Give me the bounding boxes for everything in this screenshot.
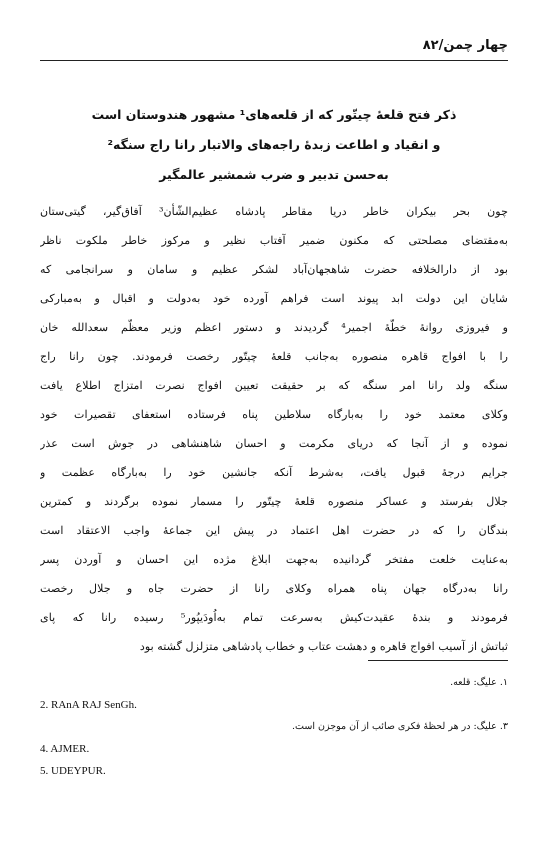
body-line: رانا به‌درگاه جهان پناه همراه وکلای رانا از حضرت جاه و جلال رخصت: [40, 582, 508, 595]
running-header: چهار چمن/۸۲: [422, 38, 508, 53]
body-line: فرمودند و بندهٔ عقیدت‌کیش به‌سرعت تمام به‌اُودَیپُور⁵ رسیده رانا که پای: [40, 611, 508, 624]
chapter-title-line-3: به‌حسن تدبیر و ضرب شمشیر عالمگیر: [159, 167, 389, 182]
body-line: و فیروزی روانهٔ خطّهٔ اجمیر⁴ گردیدند و دستور اعظم وزیر معظّم سعدالله خان: [40, 321, 508, 334]
footnote-1: ١. علیگ: قلعه.: [450, 677, 508, 688]
body-line: جرایم درجهٔ قبول یافت، به‌شرط آنکه جانشین خود را به‌بارگاه عظمت و: [40, 466, 508, 479]
chapter-title: [40, 100, 508, 190]
body-line: بود از دارالخلافه حضرت شاهجهان‌آباد لشکر عظیم و سامان و سرانجامی که: [40, 263, 508, 276]
body-line: به‌مقتضای مصلحتی که مکنون ضمیر آفتاب نظیر و مرکوز خاطر ملکوت ناظر: [40, 234, 508, 247]
footnote-3: ٣. علیگ: در هر لحظهٔ فکری صائب از آن موجزن است.: [292, 721, 508, 732]
chapter-title-line-1: ذکر فتح قلعهٔ چیتّور که از قلعه‌های¹ مشهور هندوستان است: [91, 107, 457, 122]
footnote-divider: [368, 660, 508, 661]
body-paragraph: [40, 197, 508, 661]
body-line: بندگان را که در حضرت اهل اعتماد در پیش این جماعهٔ واجب الاعتقاد است: [40, 524, 508, 537]
body-line: وکلای معتمد خود را به‌بارگاه سلاطین پناه فرستاده استعفای تقصیرات خود: [40, 408, 508, 421]
body-line: جلال بفرستد و عساکر منصوره قلعهٔ چیتّور را مسمار نموده برگردند و کمترین: [40, 495, 508, 508]
footnote-2: 2. RAnA RAJ SenGh.: [40, 699, 137, 711]
body-line: را با افواج قاهره منصوره به‌جانب قلعهٔ چیتّور رخصت فرمودند. چون رانا راج: [40, 350, 508, 363]
footnotes: [40, 672, 508, 782]
body-line: چون بحر بیکران خاطر دریا مقاطر پادشاه عظیم‌الشّأن³ آفاق‌گیر، گیتی‌ستان: [40, 205, 508, 218]
body-line: شایان این دولت ابد پیوند است فراهم آورده خود به‌دولت و اقبال و به‌مبارکی: [40, 292, 508, 305]
footnote-4: 4. AJMER.: [40, 743, 90, 755]
body-line: نموده و از آنجا که دریای مکرمت و احسان شاهنشاهی در جوش است عذر: [40, 437, 508, 450]
body-line: سنگه ولد رانا امر سنگه که بر حقیقت تعیین افواج نصرت امتزاج اطلاع یافت: [40, 379, 508, 392]
body-line: ثباتش از آسیب افواج قاهره و دهشت عتاب و خطاب پادشاهی متزلزل گشته بود: [139, 640, 508, 653]
body-line: به‌عنایت خلعت مفتخر گردانیده به‌جهت ابلاغ مژده این احسان و آوردن پسر: [40, 553, 508, 566]
footnote-5: 5. UDEYPUR.: [40, 765, 106, 777]
header-divider: [40, 60, 508, 61]
chapter-title-line-2: و انقیاد و اطاعت زبدهٔ راجه‌های والاتبار رانا راج سنگه²: [107, 137, 441, 152]
